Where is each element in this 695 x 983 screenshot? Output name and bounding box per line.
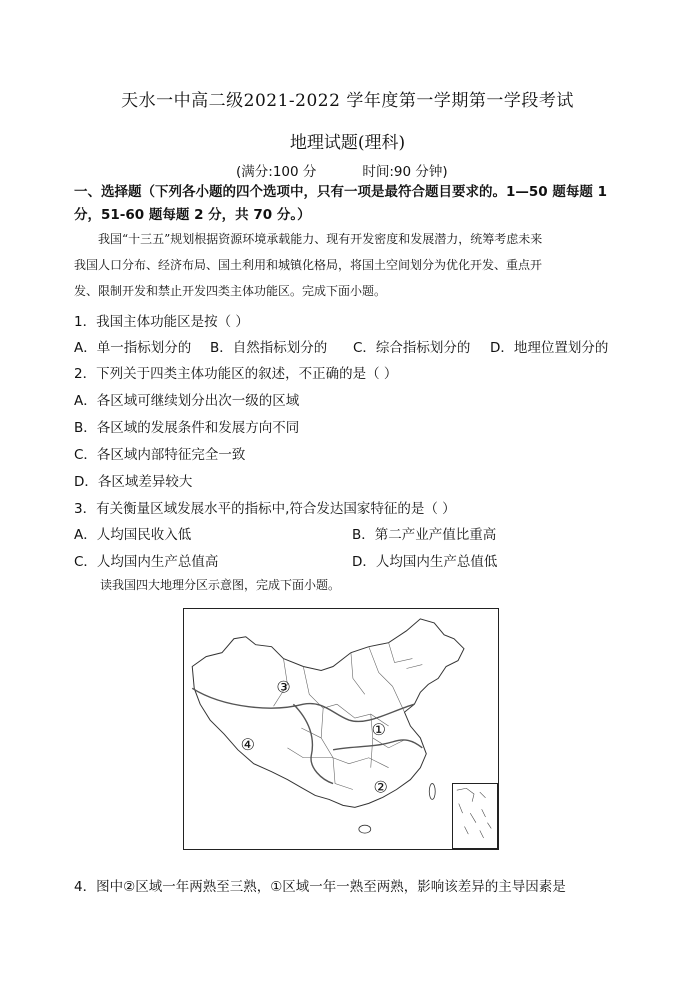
q3-option-b[interactable]: B．第二产业产值比重高 — [352, 527, 497, 543]
intro-line2: 我国人口分布、经济布局、国土利用和城镇化格局，将国土空间划分为优化开发、重点开 — [74, 258, 543, 272]
section-heading-line2: 分，51-60 题每题 2 分，共 70 分。） — [74, 207, 311, 223]
q1-option-c[interactable]: C．综合指标划分的 — [353, 340, 471, 356]
hainan-island — [359, 825, 371, 833]
q1-option-d[interactable]: D．地理位置划分的 — [490, 340, 609, 356]
section-heading-line1: 一、选择题（下列各小题的四个选项中，只有一项是最符合题目要求的。1—50 题每题 1 — [74, 184, 607, 200]
map-svg — [184, 609, 498, 849]
exam-time: 时间:90 分钟) — [362, 164, 448, 180]
province-lines — [274, 643, 423, 790]
q3-option-c[interactable]: C．人均国内生产总值高 — [74, 554, 219, 570]
region-label-3: ③ — [276, 677, 291, 697]
q2-option-c[interactable]: C．各区域内部特征完全一致 — [74, 447, 246, 463]
q2-option-b[interactable]: B．各区域的发展条件和发展方向不同 — [74, 420, 300, 436]
region-label-2: ② — [373, 777, 388, 797]
q1-option-a[interactable]: A．单一指标划分的 — [74, 340, 192, 356]
south-china-sea-inset — [452, 783, 498, 849]
taiwan-island — [429, 784, 435, 800]
country-outline — [192, 619, 464, 807]
region-label-1: ① — [371, 719, 386, 739]
score-time-line — [236, 160, 448, 180]
full-score: (满分:100 分 — [236, 164, 317, 180]
intro-line3: 发、限制开发和禁止开发四类主体功能区。完成下面小题。 — [74, 284, 387, 298]
intro-line1: 我国“十三五”规划根据资源环境承载能力、现有开发密度和发展潜力，统筹考虑未来 — [98, 232, 543, 246]
question-3-stem: 3．有关衡量区域发展水平的指标中,符合发达国家特征的是（ ） — [74, 501, 456, 517]
q2-option-d[interactable]: D．各区域差异较大 — [74, 474, 193, 490]
q3-option-d[interactable]: D．人均国内生产总值低 — [352, 554, 498, 570]
exam-title: 天水一中高二级2021-2022 学年度第一学期第一学段考试 — [121, 91, 574, 111]
question-4-stem: 4．图中②区域一年两熟至三熟，①区域一年一熟至两熟，影响该差异的主导因素是 — [74, 879, 566, 895]
q2-option-a[interactable]: A．各区域可继续划分出次一级的区域 — [74, 393, 300, 409]
q1-option-b[interactable]: B．自然指标划分的 — [210, 340, 328, 356]
inset-svg — [453, 784, 497, 848]
inset-islands — [457, 788, 491, 838]
china-regions-map — [183, 608, 499, 850]
question-1-stem: 1．我国主体功能区是按（ ） — [74, 314, 249, 330]
section-heading — [74, 181, 622, 227]
region-boundary-qinling — [333, 740, 422, 750]
q3-option-a[interactable]: A．人均国民收入低 — [74, 527, 192, 543]
region-boundary-south — [293, 704, 333, 783]
intro-passage — [74, 226, 622, 304]
map-intro: 读我国四大地理分区示意图，完成下面小题。 — [100, 578, 341, 592]
question-2-stem: 2．下列关于四类主体功能区的叙述，不正确的是（ ） — [74, 366, 398, 382]
exam-subject-title: 地理试题(理科) — [289, 133, 406, 153]
region-label-4: ④ — [240, 734, 255, 754]
